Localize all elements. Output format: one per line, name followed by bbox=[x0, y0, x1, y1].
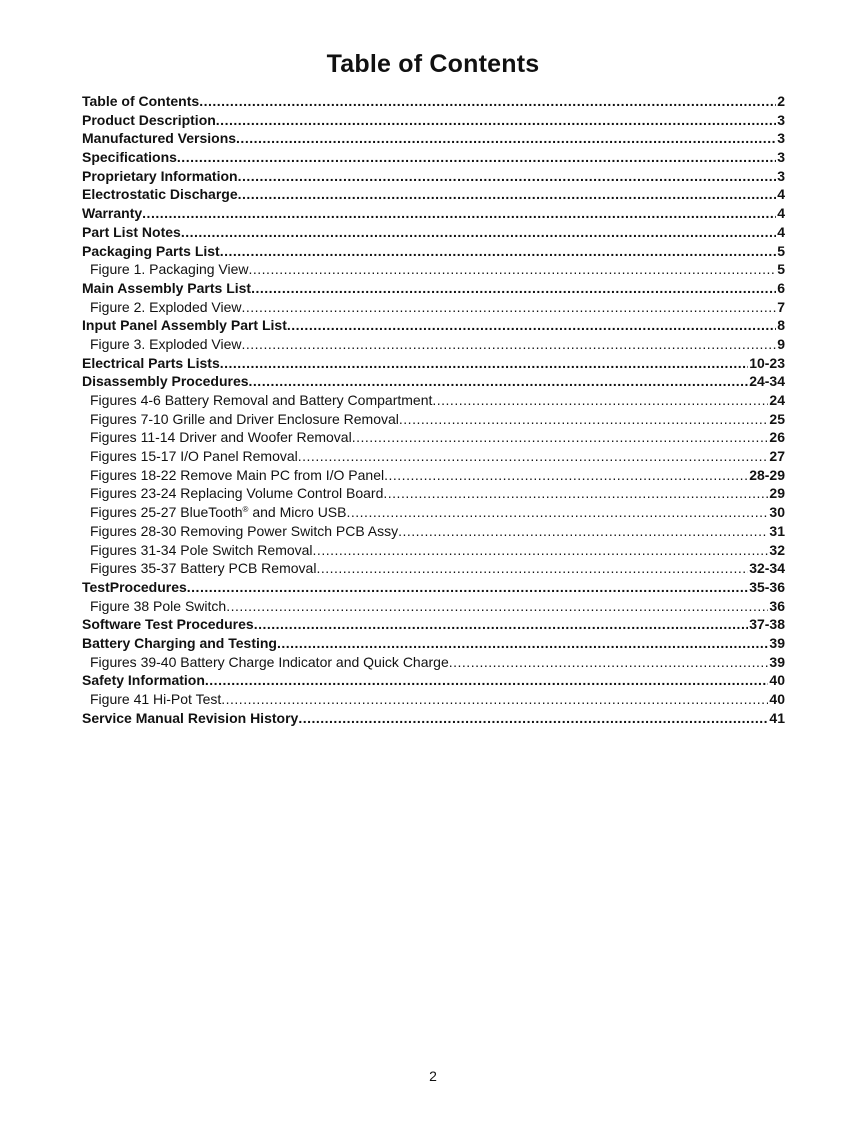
toc-entry[interactable] bbox=[82, 242, 785, 261]
dot-leader bbox=[242, 298, 777, 317]
toc-entry[interactable] bbox=[82, 185, 785, 204]
toc-entry-label: Electrical Parts Lists bbox=[82, 354, 220, 371]
toc-entry-label: Figures 18-22 Remove Main PC from I/O Panel bbox=[90, 466, 385, 483]
toc-entry-label: Proprietary Information bbox=[82, 167, 238, 184]
dot-leader bbox=[142, 204, 776, 223]
toc-entry[interactable] bbox=[82, 671, 785, 690]
dot-leader bbox=[238, 167, 777, 186]
dot-leader bbox=[384, 466, 748, 485]
toc-subentry[interactable] bbox=[82, 597, 785, 616]
dot-leader bbox=[220, 242, 776, 261]
toc-entry-label: Manufactured Versions bbox=[82, 130, 237, 147]
toc-entry-page: 40 bbox=[769, 672, 785, 689]
toc-entry-page: 3 bbox=[777, 167, 785, 184]
dot-leader bbox=[221, 690, 768, 709]
toc-entry-label: Battery Charging and Testing bbox=[82, 634, 277, 651]
dot-leader bbox=[181, 223, 776, 242]
dot-leader bbox=[226, 597, 768, 616]
toc-entry-label: Figure 38 Pole Switch bbox=[90, 597, 227, 614]
dot-leader bbox=[383, 484, 768, 503]
page-title: Table of Contents bbox=[326, 49, 540, 78]
toc-entry-page: 4 bbox=[777, 186, 785, 203]
toc-subentry[interactable] bbox=[82, 428, 785, 447]
toc-subentry[interactable] bbox=[82, 391, 785, 410]
toc-entry[interactable] bbox=[82, 354, 785, 373]
dot-leader bbox=[352, 428, 769, 447]
toc-entry-label: Figure 2. Exploded View bbox=[90, 298, 242, 315]
toc-entry-page: 39 bbox=[769, 653, 785, 670]
dot-leader bbox=[199, 92, 776, 111]
toc-entry-label: Table of Contents bbox=[82, 93, 200, 109]
toc-subentry[interactable] bbox=[82, 447, 785, 466]
toc-entry-label: Figures 15-17 I/O Panel Removal bbox=[90, 448, 298, 465]
toc-entry-label: Figures 7-10 Grille and Driver Enclosure Removal bbox=[90, 410, 399, 427]
toc-subentry[interactable] bbox=[82, 503, 785, 522]
toc-entry[interactable] bbox=[82, 578, 785, 597]
dot-leader bbox=[449, 653, 769, 672]
toc-entry-page: 36 bbox=[769, 597, 785, 614]
dot-leader bbox=[251, 279, 776, 298]
toc-entry-page: 29 bbox=[769, 485, 785, 502]
toc-subentry[interactable] bbox=[82, 484, 785, 503]
toc-entry[interactable] bbox=[82, 615, 785, 634]
toc-entry-label: Part List Notes bbox=[82, 223, 181, 240]
toc-entry-page: 32-34 bbox=[749, 560, 785, 577]
toc-entry-page: 5 bbox=[777, 242, 785, 259]
toc-entry-page: 40 bbox=[769, 691, 785, 707]
toc-entry-label: Product Description bbox=[82, 111, 216, 128]
dot-leader bbox=[220, 354, 748, 373]
toc-entry-page: 24 bbox=[769, 392, 785, 408]
toc-entry-label: Figures 11-14 Driver and Woofer Removal bbox=[90, 429, 352, 446]
toc-entry-label: Figures 23-24 Replacing Volume Control Board bbox=[90, 485, 384, 502]
toc-subentry[interactable] bbox=[82, 335, 785, 354]
toc-subentry[interactable] bbox=[82, 541, 785, 560]
dot-leader bbox=[205, 671, 769, 690]
toc-entry-label: Figures 4-6 Battery Removal and Battery Compartment bbox=[90, 392, 433, 408]
toc-entry-label: Specifications bbox=[82, 149, 177, 166]
toc-subentry[interactable] bbox=[82, 466, 785, 485]
toc-entry-page: 35-36 bbox=[749, 578, 785, 595]
toc-entry-label: TestProcedures bbox=[82, 578, 187, 595]
dot-leader bbox=[287, 316, 776, 335]
dot-leader bbox=[398, 522, 768, 541]
toc-entry-label: Disassembly Procedures bbox=[82, 373, 249, 390]
dot-leader bbox=[238, 185, 777, 204]
toc-subentry[interactable] bbox=[82, 410, 785, 429]
toc-entry[interactable] bbox=[82, 316, 785, 335]
toc-entry-page: 37-38 bbox=[749, 616, 785, 633]
dot-leader bbox=[216, 111, 776, 130]
toc-entry-page: 26 bbox=[769, 429, 785, 446]
dot-leader bbox=[298, 447, 769, 466]
toc-entry-page: 7 bbox=[777, 298, 785, 315]
dot-leader bbox=[242, 335, 777, 354]
toc-entry[interactable] bbox=[82, 167, 785, 186]
toc-entry-page: 39 bbox=[769, 634, 785, 651]
toc-entry[interactable] bbox=[82, 372, 785, 391]
toc-subentry[interactable] bbox=[82, 260, 785, 279]
dot-leader bbox=[236, 129, 776, 148]
dot-leader bbox=[177, 148, 776, 167]
toc-entry-label: Figure 41 Hi-Pot Test bbox=[90, 691, 222, 707]
toc-entry-page: 28-29 bbox=[749, 466, 785, 483]
dot-leader bbox=[313, 541, 769, 560]
toc-entry[interactable] bbox=[82, 129, 785, 148]
toc-entry-label: Figures 39-40 Battery Charge Indicator and Quick Charge bbox=[90, 653, 449, 670]
toc-entry-label: Main Assembly Parts List bbox=[82, 279, 252, 296]
toc-entry-page: 3 bbox=[777, 149, 785, 166]
toc-subentry[interactable] bbox=[82, 690, 785, 709]
dot-leader bbox=[399, 410, 769, 429]
dot-leader bbox=[249, 372, 749, 391]
toc-entry-label: Warranty bbox=[82, 205, 143, 222]
toc-entry-label: Figures 35-37 Battery PCB Removal bbox=[90, 560, 317, 577]
toc-entry-label: Input Panel Assembly Part List bbox=[82, 317, 287, 334]
toc-entry-label: Figures 31-34 Pole Switch Removal bbox=[90, 541, 313, 558]
toc-entry-label: Safety Information bbox=[82, 672, 205, 689]
toc-entry-label: Figures 28-30 Removing Power Switch PCB Assy bbox=[90, 522, 399, 539]
toc-entry[interactable] bbox=[82, 709, 785, 728]
toc-entry-page: 5 bbox=[777, 261, 785, 278]
toc-subentry[interactable] bbox=[82, 522, 785, 541]
dot-leader bbox=[298, 709, 768, 728]
toc-entry-page: 10-23 bbox=[749, 354, 785, 371]
dot-leader bbox=[187, 578, 748, 597]
toc-entry-label: Figures 25-27 BlueTooth® and Micro USB bbox=[90, 504, 347, 521]
page-number: 2 bbox=[429, 1068, 437, 1084]
toc-subentry[interactable] bbox=[82, 653, 785, 672]
dot-leader bbox=[316, 559, 748, 578]
toc-entry-page: 32 bbox=[769, 541, 785, 558]
toc-entry-page: 27 bbox=[769, 448, 785, 465]
toc-entry-page: 41 bbox=[769, 709, 785, 726]
toc-entry-page: 3 bbox=[777, 130, 785, 147]
toc-subentry[interactable] bbox=[82, 298, 785, 317]
toc-entry-label: Packaging Parts List bbox=[82, 242, 220, 259]
toc-entry-label: Service Manual Revision History bbox=[82, 709, 299, 726]
dot-leader bbox=[347, 503, 769, 522]
toc-entry-label: Electrostatic Discharge bbox=[82, 186, 238, 203]
table-of-contents bbox=[82, 92, 785, 727]
toc-entry-page: 4 bbox=[777, 223, 785, 240]
toc-entry[interactable] bbox=[82, 279, 785, 298]
dot-leader bbox=[432, 391, 768, 410]
toc-entry-page: 4 bbox=[777, 205, 785, 222]
toc-entry-label: Figure 1. Packaging View bbox=[90, 261, 249, 278]
dot-leader bbox=[254, 615, 749, 634]
toc-entry[interactable] bbox=[82, 223, 785, 242]
dot-leader bbox=[277, 634, 768, 653]
toc-entry-page: 3 bbox=[777, 111, 785, 128]
dot-leader bbox=[249, 260, 777, 279]
toc-entry-page: 25 bbox=[769, 410, 785, 427]
toc-entry-page: 8 bbox=[777, 317, 785, 334]
toc-entry-page: 2 bbox=[777, 93, 785, 109]
toc-entry-page: 9 bbox=[777, 335, 785, 352]
toc-subentry[interactable] bbox=[82, 559, 785, 578]
toc-entry[interactable] bbox=[82, 92, 785, 111]
toc-entry-page: 24-34 bbox=[749, 373, 785, 390]
toc-entry[interactable] bbox=[82, 204, 785, 223]
toc-entry-page: 31 bbox=[769, 522, 785, 539]
toc-entry[interactable] bbox=[82, 634, 785, 653]
toc-entry-page: 30 bbox=[769, 504, 785, 521]
toc-entry[interactable] bbox=[82, 148, 785, 167]
toc-entry-page: 6 bbox=[777, 279, 785, 296]
toc-entry-label: Figure 3. Exploded View bbox=[90, 335, 242, 352]
toc-entry-label: Software Test Procedures bbox=[82, 616, 254, 633]
toc-entry[interactable] bbox=[82, 111, 785, 130]
